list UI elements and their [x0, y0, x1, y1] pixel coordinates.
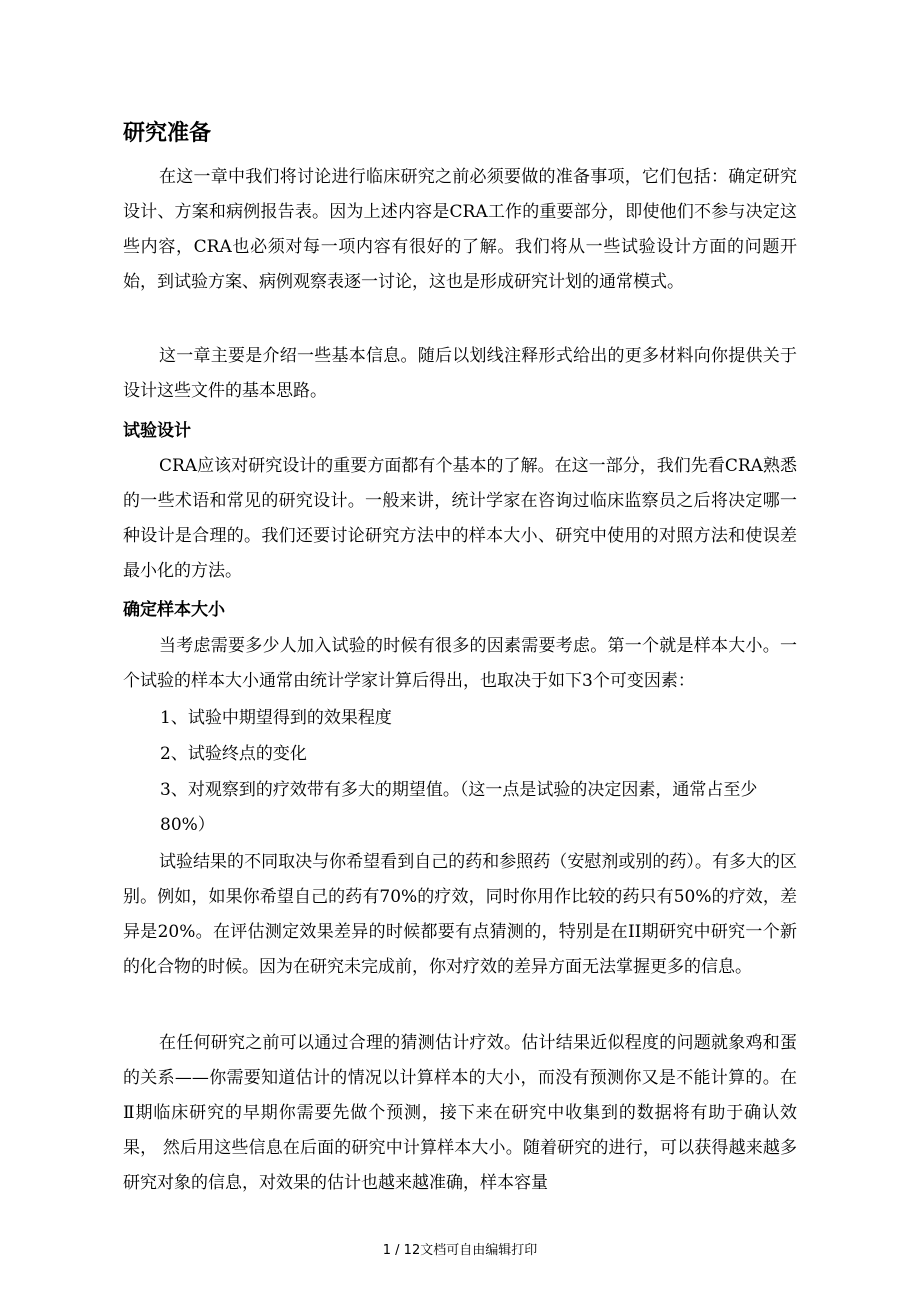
list-item-number: 2、 — [160, 744, 188, 764]
trial-design-paragraph: CRA应该对研究设计的重要方面都有个基本的了解。在这一部分，我们先看CRA熟悉的一些术语和常见的研究设计。一般来讲，统计学家在咨询过临床监察员之后将决定哪一种设计是合理的。我们还要讨论研究方法中的样本大小、研究中使用的对照方法和使误差最小化的方法。 — [123, 456, 797, 581]
intro-paragraph-1: 在这一章中我们将讨论进行临床研究之前必须要做的准备事项，它们包括：确定研究设计、方案和病例报告表。因为上述内容是CRA工作的重要部分，即使他们不参与决定这些内容，CRA也必须对每一项内容有很好的了解。我们将从一些试验设计方面的问题开始，到试验方案、病例观察表逐一讨论，这也是形成研究计划的通常模式。 — [123, 167, 797, 292]
section-heading-trial-design: 试验设计 — [123, 421, 191, 441]
list-item — [160, 737, 800, 772]
list-item-text: 试验终点的变化 — [187, 744, 307, 764]
list-item — [160, 701, 800, 736]
intro-paragraph-2: 这一章主要是介绍一些基本信息。随后以划线注释形式给出的更多材料向你提供关于设计这些文件的基本思路。 — [123, 346, 797, 401]
list-item-number: 1、 — [160, 708, 188, 728]
page-title: 研究准备 — [123, 121, 212, 146]
list-item-text: 试验中期望得到的效果程度 — [187, 708, 392, 728]
sample-size-paragraph-1: 当考虑需要多少人加入试验的时候有很多的因素需要考虑。第一个就是样本大小。一个试验的样本大小通常由统计学家计算后得出，也取决于如下3个可变因素： — [123, 636, 797, 691]
list-item-number: 3、 — [160, 780, 188, 800]
list-item — [160, 773, 800, 843]
sample-size-paragraph-3: 在任何研究之前可以通过合理的猜测估计疗效。估计结果近似程度的问题就象鸡和蛋的关系——你需要知道估计的情况以计算样本的大小，而没有预测你又是不能计算的。在Ⅱ期临床研究的早期你需要先做个预测，接下来在研究中收集到的数据将有助于确认效果， 然后用这些信息在后面的研究中计算样本大小。随着研究的进行，可以获得越来越多研究对象的信息，对效果的估计也越来越准确，样本容量 — [123, 1033, 797, 1193]
section-heading-sample-size: 确定样本大小 — [123, 600, 225, 620]
list-item-text: 对观察到的疗效带有多大的期望值。（这一点是试验的决定因素，通常占至少80%） — [160, 780, 758, 835]
page-footer: 1 / 12文档可自由编辑打印 — [382, 1243, 538, 1258]
sample-size-paragraph-2: 试验结果的不同取决与你希望看到自己的药和参照药（安慰剂或别的药）。有多大的区别。例如，如果你希望自己的药有70%的疗效，同时你用作比较的药只有50%的疗效，差异是20%。在评估测定效果差异的时候都要有点猜测的，特别是在II期研究中研究一个新的化合物的时候。因为在研究未完成前，你对疗效的差异方面无法掌握更多的信息。 — [123, 852, 797, 977]
